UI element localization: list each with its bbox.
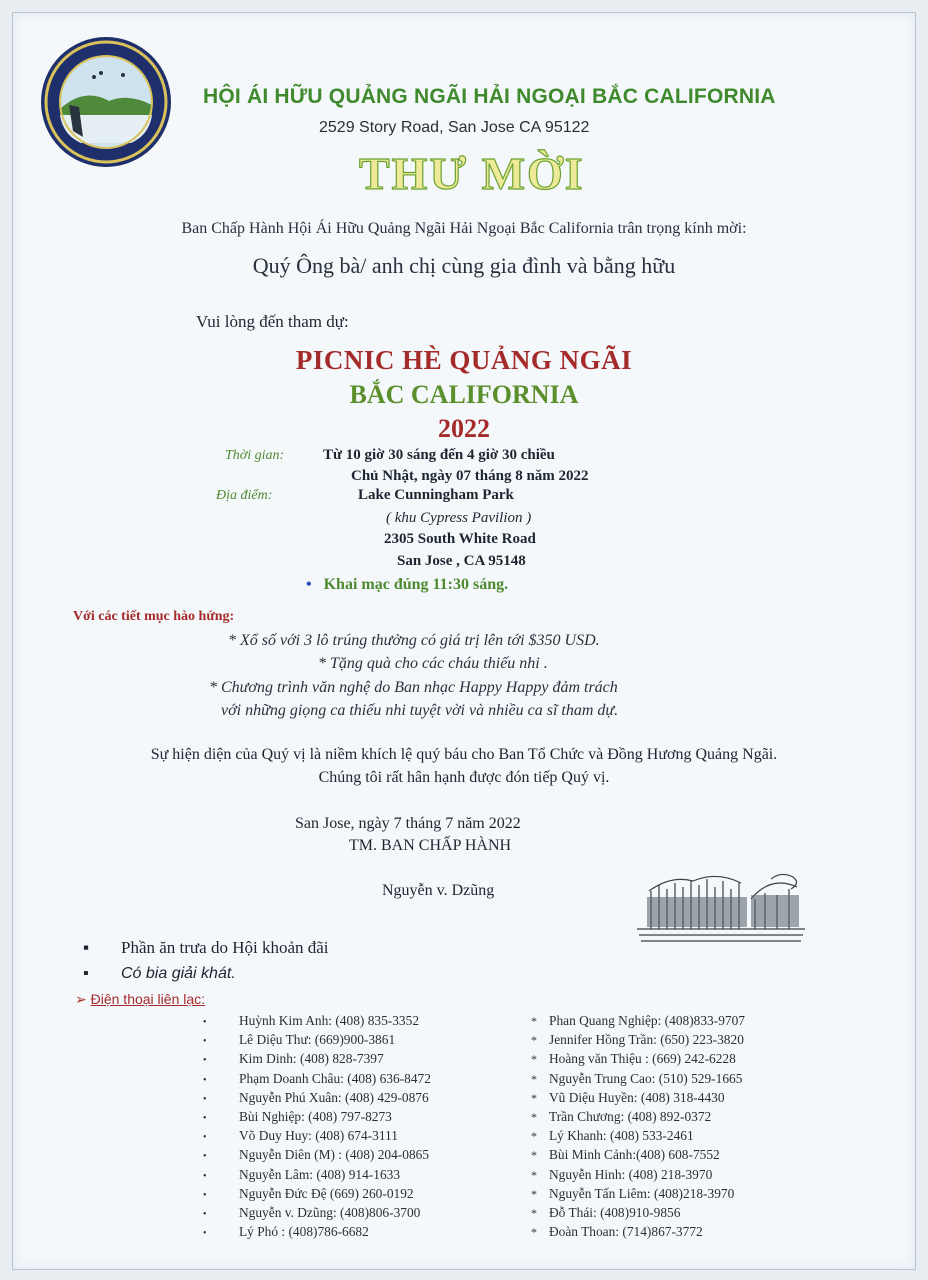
invitation-line1: Ban Chấp Hành Hội Ái Hữu Quảng Ngãi Hải Ngoại Bắc California trân trọng kính mời:: [181, 220, 747, 237]
contact-text: Nguyễn Hinh: (408) 218-3970: [549, 1166, 713, 1182]
note-text: Có bia giải khát.: [121, 965, 236, 982]
contact-entry: [531, 1126, 745, 1145]
association-seal-icon: [39, 35, 173, 169]
contact-entry: [531, 1184, 745, 1203]
bullet-icon: •: [306, 576, 312, 593]
contact-text: Nguyễn Trung Cao: (510) 529-1665: [549, 1070, 743, 1086]
decorative-sketch-image: [631, 869, 811, 945]
contact-text: Nguyễn v. Dzũng: (408)806-3700: [239, 1204, 421, 1220]
bullet-icon: •: [203, 1208, 207, 1220]
asterisk-bullet-icon: *: [531, 1071, 537, 1086]
arrow-bullet-icon: ➢: [75, 991, 87, 1007]
contact-text: Lý Khanh: (408) 533-2461: [549, 1128, 694, 1144]
contact-entry: [531, 1030, 745, 1049]
contact-entry: [203, 1069, 431, 1088]
event-year: 2022: [438, 414, 490, 443]
invitation-page: [12, 12, 916, 1270]
invitation-line2: Quý Ông bà/ anh chị cùng gia đình và bằng hữu: [252, 253, 676, 278]
contact-entry: [531, 1107, 745, 1126]
bullet-icon: •: [203, 1228, 207, 1240]
bullet-icon: •: [203, 1017, 207, 1028]
phone-heading: [75, 991, 205, 1008]
contacts-right-column: [531, 1011, 745, 1241]
asterisk-bullet-icon: *: [531, 1014, 537, 1028]
org-address: 2529 Story Road, San Jose CA 95122: [319, 119, 590, 136]
signature-board: TM. BAN CHẤP HÀNH: [349, 837, 512, 854]
signature-date: San Jose, ngày 7 tháng 7 năm 2022: [295, 815, 521, 832]
contact-text: Hoàng văn Thiệu : (669) 242-6228: [549, 1051, 736, 1067]
bullet-icon: •: [203, 1093, 207, 1105]
note-drinks: [83, 965, 236, 983]
contact-entry: [203, 1011, 431, 1030]
bullet-icon: •: [203, 1132, 207, 1144]
contact-text: Kim Dinh: (408) 828-7397: [239, 1051, 384, 1067]
place-line3: 2305 South White Road: [384, 531, 536, 547]
note-lunch: [83, 938, 329, 958]
place-label: Địa điểm:: [216, 488, 273, 503]
contact-entry: [531, 1069, 745, 1088]
contact-entry: [203, 1088, 431, 1107]
place-line2: ( khu Cypress Pavilion ): [386, 510, 532, 526]
contact-entry: [531, 1011, 745, 1030]
asterisk-bullet-icon: *: [531, 1148, 537, 1163]
contact-text: Bùi Minh Cảnh:(408) 608-7552: [549, 1147, 720, 1163]
contact-text: Nguyễn Diên (M) : (408) 204-0865: [239, 1147, 430, 1163]
time-line1: Từ 10 giờ 30 sáng đến 4 giờ 30 chiều: [323, 447, 555, 463]
closing-line1: Sự hiện diện của Quý vị là niềm khích lệ quý báu cho Ban Tổ Chức và Đồng Hương Quảng Ngãi.: [150, 746, 778, 763]
activity-item: * Xổ số với 3 lô trúng thưởng có giá trị lên tới $350 USD.: [228, 632, 600, 649]
contact-text: Đỗ Thái: (408)910-9856: [549, 1204, 681, 1220]
asterisk-bullet-icon: *: [531, 1186, 537, 1201]
note-text: Phần ăn trưa do Hội khoản đãi: [121, 938, 329, 957]
contact-entry: [203, 1049, 431, 1068]
signatory-name: Nguyễn v. Dzũng: [382, 882, 495, 899]
square-bullet-icon: ▪: [83, 965, 89, 982]
bullet-icon: •: [203, 1170, 207, 1182]
asterisk-bullet-icon: *: [531, 1033, 537, 1048]
opening-text: Khai mạc đúng 11:30 sáng.: [323, 576, 509, 593]
activities-title: Với các tiết mục hào hứng:: [73, 609, 235, 624]
activity-item: * Tặng quà cho các cháu thiếu nhi .: [318, 655, 548, 672]
contact-text: Đoàn Thoan: (714)867-3772: [549, 1224, 703, 1240]
org-name: HỘI ÁI HỮU QUẢNG NGÃI HẢI NGOẠI BẮC CALIFORNIA: [203, 85, 776, 108]
asterisk-bullet-icon: *: [531, 1205, 537, 1220]
place-line4: San Jose , CA 95148: [397, 553, 526, 569]
place-line1: Lake Cunningham Park: [358, 487, 514, 503]
contact-entry: [531, 1145, 745, 1164]
attend-prompt: Vui lòng đến tham dự:: [196, 312, 349, 331]
contact-entry: [203, 1107, 431, 1126]
bullet-icon: •: [203, 1112, 207, 1124]
contact-entry: [531, 1203, 745, 1222]
phone-heading-text: Điện thoại liên lạc:: [90, 991, 206, 1007]
activity-item: * Chương trình văn nghệ do Ban nhạc Happy Happy đảm trách: [209, 679, 618, 696]
invitation-title: THƯ MỜI: [359, 148, 585, 199]
bullet-icon: •: [203, 1055, 207, 1067]
contact-entry: [203, 1030, 431, 1049]
contact-entry: [203, 1203, 431, 1222]
contact-text: Nguyễn Tấn Liêm: (408)218-3970: [549, 1185, 735, 1201]
contact-text: Phạm Doanh Châu: (408) 636-8472: [239, 1070, 431, 1086]
contacts-left-column: [203, 1011, 431, 1241]
asterisk-bullet-icon: *: [531, 1090, 537, 1105]
contact-text: Lý Phó : (408)786-6682: [239, 1224, 369, 1240]
contact-text: Trần Chương: (408) 892-0372: [549, 1108, 712, 1124]
event-name-line1: PICNIC HÈ QUẢNG NGÃI: [295, 345, 633, 375]
contact-text: Lê Diệu Thư: (669)900-3861: [239, 1032, 396, 1048]
contact-text: Võ Duy Huy: (408) 674-3111: [239, 1128, 398, 1144]
contact-text: Vũ Diệu Huyền: (408) 318-4430: [549, 1089, 725, 1105]
bullet-icon: •: [203, 1151, 207, 1163]
contact-entry: [531, 1088, 745, 1107]
contact-text: Jennifer Hồng Trần: (650) 223-3820: [549, 1032, 744, 1048]
contact-text: Nguyễn Đức Đệ (669) 260-0192: [239, 1185, 414, 1201]
contact-entry: [531, 1165, 745, 1184]
contact-entry: [203, 1145, 431, 1164]
event-name-line2: BẮC CALIFORNIA: [349, 380, 579, 409]
closing-line2: Chúng tôi rất hân hạnh được đón tiếp Quý vị.: [318, 769, 610, 786]
asterisk-bullet-icon: *: [531, 1225, 537, 1240]
time-label: Thời gian:: [225, 448, 285, 463]
opening-time: [306, 576, 508, 594]
time-line2: Chủ Nhật, ngày 07 tháng 8 năm 2022: [351, 468, 589, 484]
contact-entry: [203, 1165, 431, 1184]
activity-item-continued: với những giọng ca thiếu nhi tuyệt vời và nhiều ca sĩ tham dự.: [221, 702, 619, 719]
asterisk-bullet-icon: *: [531, 1052, 537, 1067]
asterisk-bullet-icon: *: [531, 1109, 537, 1124]
contact-text: Bùi Nghiệp: (408) 797-8273: [239, 1108, 392, 1124]
contact-text: Phan Quang Nghiệp: (408)833-9707: [549, 1013, 745, 1028]
asterisk-bullet-icon: *: [531, 1167, 537, 1182]
contact-entry: [531, 1222, 745, 1241]
bullet-icon: •: [203, 1074, 207, 1086]
bullet-icon: •: [203, 1189, 207, 1201]
contact-text: Nguyễn Phú Xuân: (408) 429-0876: [239, 1089, 429, 1105]
contact-text: Nguyễn Lâm: (408) 914-1633: [239, 1166, 401, 1182]
contact-entry: [203, 1126, 431, 1145]
bullet-icon: •: [203, 1036, 207, 1048]
square-bullet-icon: ▪: [83, 938, 90, 957]
contact-entry: [203, 1222, 431, 1241]
asterisk-bullet-icon: *: [531, 1129, 537, 1144]
contact-entry: [531, 1049, 745, 1068]
contact-text: Huỳnh Kim Anh: (408) 835-3352: [239, 1013, 420, 1028]
contact-entry: [203, 1184, 431, 1203]
